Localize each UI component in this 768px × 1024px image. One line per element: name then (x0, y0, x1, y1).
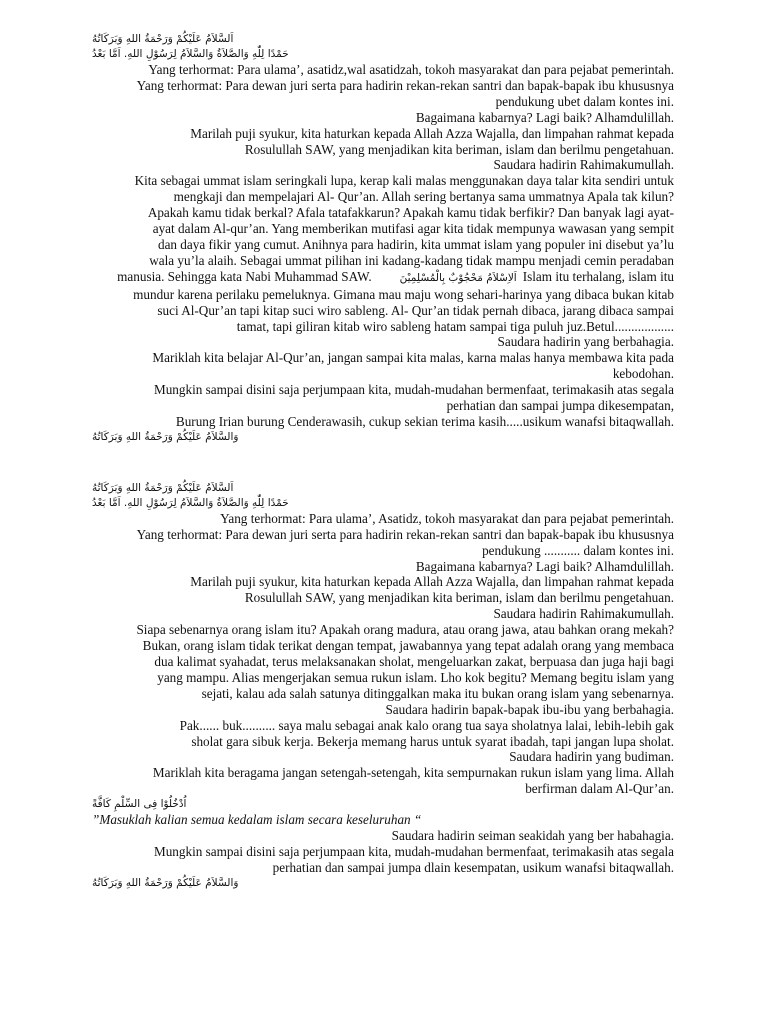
quote-line: ”Masuklah kalian semua kedalam islam secara keseluruhan “ (92, 812, 422, 828)
text-line: perhatian dan sampai jumpa dikesempatan, (446, 398, 674, 414)
arabic-phrase: اَلاِسْلاَمُ مَحْجُوْبٌ بِالْمُسْلِمِيْنَ (399, 271, 517, 284)
text-line: Kita sebagai ummat islam seringkali lupa, kerap kali malas menggunakan daya talar kita sendiri untuk (134, 173, 674, 189)
text-line: Mariklah kita beragama jangan setengah-setengah, kita sempurnakan rukun islam yang lima. Allah (152, 765, 674, 781)
text-line: perhatian dan sampai jumpa dlain kesempatan, usikum wanafsi bitaqwallah. (272, 859, 674, 875)
text-line: Marilah puji syukur, kita haturkan kepada Allah Azza Wajalla, dan limpahan rahmat kepada (190, 125, 674, 141)
text-line: Yang terhormat: Para ulama’, asatidz,wal asatidzah, tokoh masyarakat dan para pejabat pemerintah. (148, 62, 674, 77)
text-line: Yang terhormat: Para ulama’, Asatidz, tokoh masyarakat dan para pejabat pemerintah. (220, 510, 674, 526)
text-line: Saudara hadirin yang budiman. (509, 749, 674, 765)
text-line: pendukung ubet dalam kontes ini. (495, 93, 674, 109)
text-line: Mariklah kita belajar Al-Qur’an, jangan sampai kita malas, karna malas hanya membawa kita pada (152, 350, 674, 366)
text-line: pendukung ........... dalam kontes ini. (482, 542, 674, 558)
text-line: Siapa sebenarnya orang islam itu? Apakah orang madura, atau orang jawa, atau bahkan orang mekah? (136, 622, 674, 638)
arabic-line: اَلسَّلاَمُ عَلَيْكُمْ وَرَحْمَةُ اللهِ وَبَرَكَاتُهُ (92, 481, 234, 494)
text-segment: Islam itu terhalang, islam itu (522, 268, 674, 284)
text-line: Saudara hadirin Rahimakumullah. (493, 606, 674, 622)
text-line: Burung Irian burung Cenderawasih, cukup sekian terima kasih.....usikum wanafsi bitaqwallah. (175, 413, 674, 429)
text-line: mengkaji dan mempelajari Al- Qur’an. Allah sering bertanya sama ummatnya Apala tak kilun? (173, 189, 674, 205)
text-line: mundur karena perilaku pemeluknya. Gimana mau maju wong sehari-harinya yang dibaca bukan kitab (133, 286, 674, 302)
text-line: Rosulullah SAW, yang menjadikan kita beriman, islam dan berilmu pengetahuan. (244, 590, 674, 606)
text-line: Saudara hadirin seiman seakidah yang ber habahagia. (391, 828, 674, 844)
text-line: wala yu’la alaih. Sebagai ummat pilihan ini kadang-kadang tidak mampu menjadi cemin peradaban (149, 252, 674, 268)
arabic-line: وَالسَّلاَمُ عَلَيْكُمْ وَرَحْمَةُ اللهِ وَبَرَكَاتُهُ (92, 430, 239, 443)
text-line: Saudara hadirin yang berbahagia. (497, 334, 674, 350)
text-line: suci Al-Qur’an tapi kitap suci wiro sableng. Al- Qur’an tidak pernah dibaca, jarang dibaca sampai (157, 302, 674, 318)
text-line: Mungkin sampai disini saja perjumpaan kita, mudah-mudahan bermenfaat, terimakasih atas segala (153, 843, 674, 859)
text-line: tamat, tapi giliran kitab wiro sableng hatam sampai tiga puluh juz.Betul.................. (236, 318, 674, 334)
text-line: Marilah puji syukur, kita haturkan kepada Allah Azza Wajalla, dan limpahan rahmat kepada (190, 574, 674, 590)
text-line: Yang terhormat: Para dewan juri serta para hadirin rekan-rekan santri dan bapak-bapak ibu khususnya (136, 526, 674, 542)
text-line: sholat gara sibuk kerja. Bekerja memang harus untuk syarat ibadah, tapi jangan lupa sholat. (191, 733, 674, 749)
arabic-line: حَمْدًا لِلّٰهِ وَالصَّلاَةُ وَالسَّلاَمُ لِرَسُوْلِ اللهِ. اَمَّا بَعْدُ (92, 48, 289, 60)
text-line: yang mampu. Alias mengerjakan semua rukun islam. Lho kok begitu? Memang begitu islam yang (157, 669, 674, 685)
arabic-line: وَالسَّلاَمُ عَلَيْكُمْ وَرَحْمَةُ اللهِ وَبَرَكَاتُهُ (92, 876, 239, 889)
text-line: Yang terhormat: Para dewan juri serta para hadirin rekan-rekan santri dan bapak-bapak ibu khususnya (136, 77, 674, 93)
text-line: Saudara hadirin Rahimakumullah. (493, 157, 674, 173)
arabic-line: حَمْدًا لِلّٰهِ وَالصَّلاَةُ وَالسَّلاَمُ لِرَسُوْلِ اللهِ. اَمَّا بَعْدُ (92, 496, 289, 509)
document-page (92, 32, 674, 891)
speech-section-2 (92, 481, 674, 891)
text-line: Pak...... buk.......... saya malu sebagai anak kalo orang tua saya sholatnya lalai, lebih-lebih gak (179, 717, 674, 733)
speech-section-1 (92, 32, 674, 445)
text-line: Saudara hadirin bapak-bapak ibu-ibu yang berbahagia. (385, 701, 674, 717)
arabic-line: اَلسَّلاَمُ عَلَيْكُمْ وَرَحْمَةُ اللهِ وَبَرَكَاتُهُ (92, 33, 234, 45)
text-line: sejati, kalau ada salah satunya ditinggalkan maka itu bukan orang islam yang sebenarnya. (201, 685, 674, 701)
text-line: Bagaimana kabarnya? Lagi baik? Alhamdulillah. (415, 109, 674, 125)
text-line: Bukan, orang islam tidak terikat dengan tempat, jawabannya yang tepat adalah orang yang membaca (142, 638, 674, 654)
text-line: berfirman dalam Al-Qur’an. (525, 781, 674, 797)
text-line: Apakah kamu tidak berkal? Afala tatafakkarun? Apakah kamu tidak berfikir? Dan banyak lagi ayat- (147, 205, 674, 221)
text-line: kebodohan. (612, 366, 674, 382)
text-segment: manusia. Sehingga kata Nabi Muhammad SAW. (117, 268, 372, 284)
text-line: Bagaimana kabarnya? Lagi baik? Alhamdulillah. (415, 558, 674, 574)
text-line: Rosulullah SAW, yang menjadikan kita beriman, islam dan berilmu pengetahuan. (244, 141, 674, 157)
text-line: dan daya fikir yang cumut. Anihnya para hadirin, kita ummat islam yang populer ini disebut ya’lu (157, 236, 674, 252)
text-line: ayat dalam Al-qur’an. Yang memberikan mutifasi agar kita tidak mempunya wawasan yang sempit (152, 221, 674, 237)
text-line: dua kalimat syahadat, terus melaksanakan sholat, mengeluarkan zakat, berpuasa dan juga haji bagi (154, 654, 674, 669)
text-line (92, 269, 674, 287)
arabic-line: اُدْخُلُوْا فِى السِّلْمِ كَافَّةً (92, 798, 187, 811)
text-line: Mungkin sampai disini saja perjumpaan kita, mudah-mudahan bermenfaat, terimakasih atas segala (153, 382, 674, 398)
